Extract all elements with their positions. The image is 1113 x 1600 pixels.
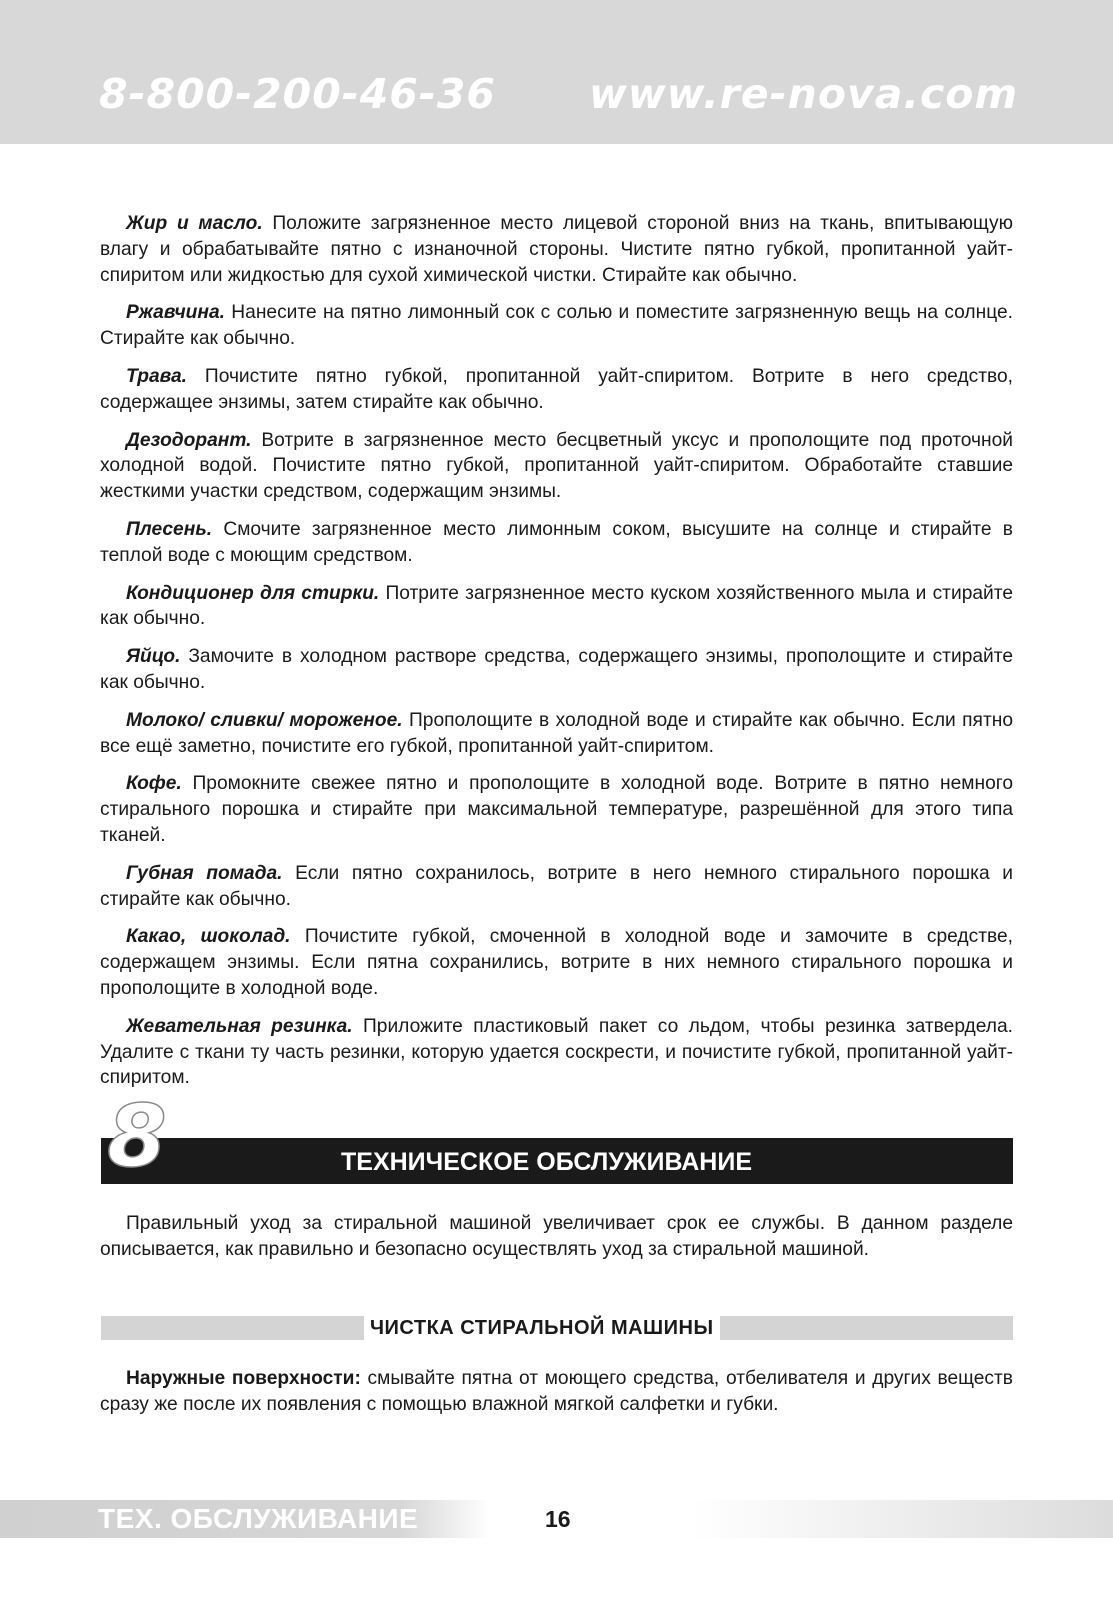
stain-text: Нанесите на пятно лимонный сок с солью и поместите загрязненную вещь на солнце. Стирайте как обычно. [100, 302, 1013, 350]
stain-text: Замочите в холодном растворе средства, содержащего энзимы, прополощите и стирайте как обычно. [100, 646, 1013, 693]
stain-term: Кондиционер для стирки. [126, 582, 380, 604]
stain-term: Кофе. [126, 773, 182, 795]
stain-term: Плесень. [126, 518, 213, 540]
stain-text: Прополощите в холодной воде и стирайте как обычно. Если пятно все ещё заметно, почистите его губкой, пропитанной уайт-спиритом. [100, 709, 1013, 757]
stain-text: Приложите пластиковый пакет со льдом, чтобы резинка затвердела. Удалите с ткани ту часть резинки, которую удается соскрести, и почистите губкой, пропитанной уайт-спиритом. [100, 1015, 1013, 1089]
stain-item [100, 211, 1013, 288]
subsection-header [101, 1316, 1013, 1340]
stain-item [100, 517, 1013, 569]
outer-term: Наружные поверхности: [126, 1368, 361, 1389]
stain-term: Жир и масло. [126, 213, 263, 234]
header-website: www.re-nova.com [589, 70, 1019, 118]
stain-term: Губная помада. [126, 862, 283, 884]
stain-text: Потрите загрязненное место куском хозяйственного мыла и стирайте как обычно. [100, 582, 1013, 630]
stain-term: Трава. [126, 365, 187, 387]
stain-term: Какао, шоколад. [126, 926, 291, 948]
intro-text: Правильный уход за стиральной машиной увеличивает срок ее службы. В данном разделе описывается, как правильно и безопасно осуществлять уход за стиральной машиной. [100, 1213, 1013, 1260]
stain-item [100, 861, 1013, 913]
stain-text: Почистите губкой, смоченной в холодной воде и замочите в средстве, содержащем энзимы. Если пятна сохранились, вотрите в них немного стирального порошка и прополощите в холодной воде. [100, 926, 1013, 999]
stain-item [100, 581, 1013, 633]
stain-list [100, 211, 1013, 1103]
stain-term: Дезодорант. [126, 429, 252, 451]
stain-item [100, 924, 1013, 1001]
page-header [0, 0, 1113, 144]
stain-item [100, 364, 1013, 416]
stain-item [100, 1014, 1013, 1091]
stain-text: Почистите пятно губкой, пропитанной уайт-спиритом. Вотрите в него средство, содержащее энзимы, затем стирайте как обычно. [100, 365, 1013, 413]
page-number: 16 [545, 1506, 571, 1532]
stain-term: Ржавчина. [126, 302, 225, 324]
outer-surfaces [100, 1366, 1013, 1430]
stain-item [100, 428, 1013, 505]
stain-item [100, 771, 1013, 848]
section-title: ТЕХНИЧЕСКОЕ ОБСЛУЖИВАНИЕ [341, 1148, 752, 1176]
section-number: 8 [107, 1087, 167, 1187]
header-phone: 8-800-200-46-36 [99, 70, 496, 118]
stain-text: Промокните свежее пятно и прополощите в холодной воде. Вотрите в пятно немного стирального порошка и стирайте при максимальной температуре, разрешённой для этого типа тканей. [100, 773, 1013, 846]
stain-term: Яйцо. [126, 646, 181, 668]
stain-item [100, 708, 1013, 760]
stain-term: Молоко/ сливки/ мороженое. [126, 709, 403, 731]
outer-text: смывайте пятна от моющего средства, отбеливателя и других веществ сразу же после их появления с помощью влажной мягкой салфетки и губки. [100, 1368, 1013, 1415]
stain-text: Если пятно сохранилось, вотрите в него немного стирального порошка и стирайте как обычно. [100, 862, 1013, 910]
outer-paragraph [100, 1366, 1013, 1418]
stain-text: Положите загрязненное место лицевой стороной вниз на ткань, впитывающую влагу и обрабатывайте пятно с изнаночной стороны. Чистите пятно губкой, пропитанной уайт-спиритом или жидкостью для сухой химической чистки. Стирайте как обычно. [100, 213, 1013, 286]
section-header [101, 1138, 1013, 1184]
stain-item [100, 300, 1013, 352]
section-intro [100, 1211, 1013, 1275]
stain-text: Вотрите в загрязненное место бесцветный уксус и прополощите под проточной холодной водой. Почистите пятно губкой, пропитанной уайт-спиритом. Обработайте ставшие жесткими участки средством, содержащим энзимы. [100, 429, 1013, 503]
footer-label: ТЕХ. ОБСЛУЖИВАНИЕ [98, 1503, 419, 1534]
stain-item [100, 644, 1013, 696]
stain-term: Жевательная резинка. [126, 1015, 353, 1037]
subsection-title: ЧИСТКА СТИРАЛЬНОЙ МАШИНЫ [364, 1314, 720, 1342]
stain-text: Смочите загрязненное место лимонным соком, высушите на солнце и стирайте в теплой воде с моющим средством. [100, 518, 1013, 566]
